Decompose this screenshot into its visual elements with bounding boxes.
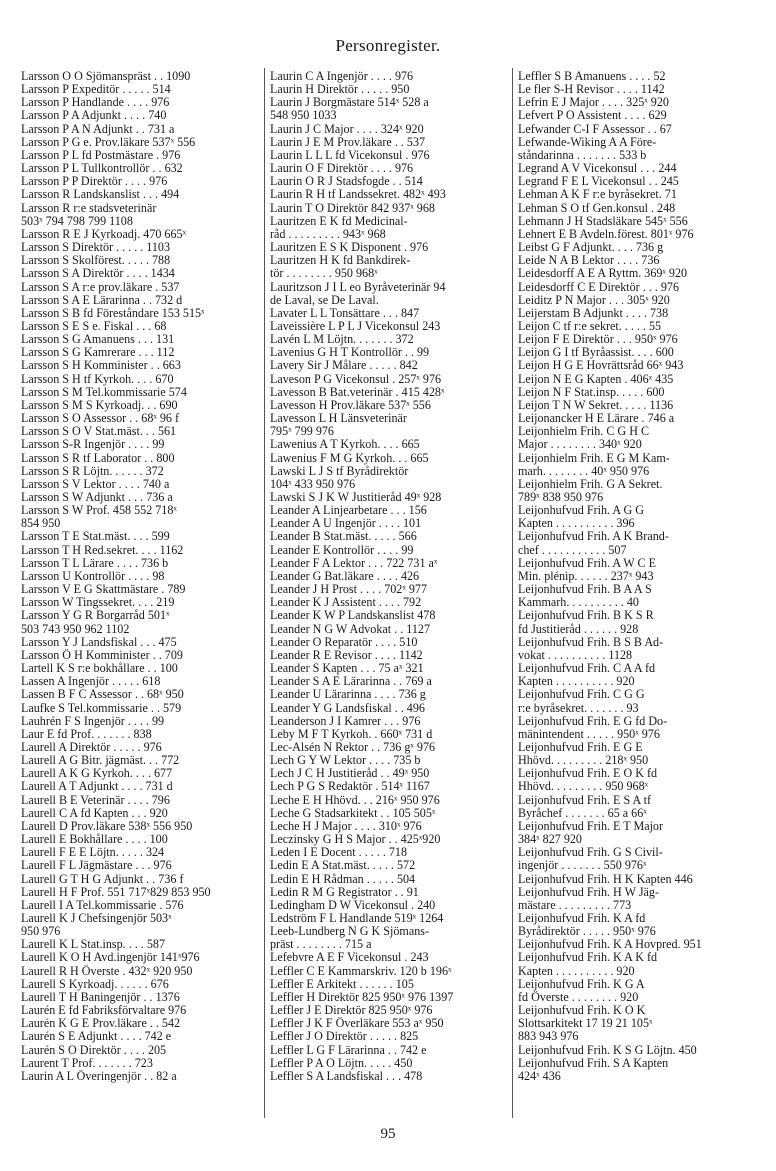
register-entry: Lavesson H Prov.läkare 537ˣ 556 — [270, 398, 431, 412]
register-entry: Larsson P P Direktör . . . . 976 — [21, 175, 168, 189]
register-entry: Leffler S B Amanuens . . . . 52 — [518, 70, 666, 83]
register-entry: Lehman S O tf Gen.konsul . 248 — [518, 201, 676, 215]
register-entry: Leijonhufvud Frih. E G fd Do- — [518, 714, 668, 728]
register-entry: Larsson S M Tel.kommissarie 574 — [21, 385, 187, 399]
register-entry: Kapten . . . . . . . . . . 920 — [518, 675, 635, 689]
register-entry: Larsson Y J Landsfiskal . . . 475 — [21, 635, 177, 649]
register-entry: Larsson S A Direktör . . . . 1434 — [21, 267, 175, 281]
register-entry: Byråchef . . . . . . . 65 a 66ˣ — [518, 806, 647, 820]
register-entry: Larsson S A r:e prov.läkare . 537 — [21, 280, 180, 294]
register-entry: Leijonancker H E Lärare . 746 a — [518, 412, 675, 426]
register-entry: Laurell S Kyrkoadj. . . . . . 676 — [21, 977, 169, 991]
register-entry: Laurin O R J Stadsfogde . . 514 — [270, 175, 423, 189]
register-entry: mästare . . . . . . . . . 773 — [518, 898, 632, 912]
register-entry: Leander R E Revisor . . . . 1142 — [270, 648, 423, 662]
register-entry: 424ˣ 436 — [518, 1069, 561, 1083]
register-entry: Leander J H Prost . . . . 702ˣ 977 — [270, 583, 428, 597]
register-entry: Larsson S O Assessor . . 68ˣ 96 f — [21, 412, 180, 426]
register-entry: 548 950 1033 — [270, 109, 337, 123]
register-entry: Kammarh. . . . . . . . . . 40 — [518, 596, 639, 610]
register-entry: Leander O Reparatör . . . . 510 — [270, 635, 418, 649]
register-entry: Leijonhufvud Frih. B S B Ad- — [518, 635, 664, 649]
register-entry: Leander A U Ingenjör . . . . 101 — [270, 517, 422, 531]
register-entry: Lefrin E J Major . . . . 325ˣ 920 — [518, 96, 669, 110]
register-entry: Leczinsky G H S Major . . 425ˣ920 — [270, 833, 441, 847]
register-entry: 795ˣ 799 976 — [270, 425, 334, 439]
register-entry: Larsson P Expeditör . . . . . 514 — [21, 83, 171, 97]
register-entry: Laurell D Prov.läkare 538ˣ 556 950 — [21, 819, 193, 833]
register-entry: Larsson R Landskanslist . . . 494 — [21, 188, 180, 202]
register-entry: Leijon H G E Hovrättsråd 66ˣ 943 — [518, 359, 684, 373]
register-entry: Larsson S H Komminister . . 663 — [21, 359, 181, 373]
register-entry: Min. plénip. . . . . . 237ˣ 943 — [518, 569, 654, 583]
register-entry: Lawski L J S tf Byrådirektör — [270, 464, 409, 478]
register-entry: Major . . . . . . . . 340ˣ 920 — [518, 438, 642, 452]
register-entry: Leijonhufvud Frih. E T Major — [518, 819, 664, 833]
register-entry: Leffler J E Direktör 825 950ˣ 976 — [270, 1004, 433, 1018]
register-entry: Leander K W P Landskanslist 478 — [270, 609, 436, 623]
register-entry: Leander S Kapten . . . 75 aˣ 321 — [270, 662, 424, 676]
register-entry: Lawenius A T Kyrkoh. . . . 665 — [270, 438, 420, 452]
register-entry: Lehman A K F r:e byråsekret. 71 — [518, 188, 677, 202]
register-entry: Lech J C H Justitieråd . . 49ˣ 950 — [270, 767, 430, 781]
register-entry: Leander U Lärarinna . . . . 736 g — [270, 688, 426, 702]
register-entry: Larsson R E J Kyrkoadj. 470 665ˣ — [21, 227, 187, 241]
register-entry: 854 950 — [21, 517, 61, 531]
register-entry: Lauhrén F S Ingenjör . . . . 99 — [21, 714, 165, 728]
register-entry: 104ˣ 433 950 976 — [270, 477, 356, 491]
register-entry: Leander N G W Advokat . . 1127 — [270, 622, 430, 636]
register-entry: Larsson Y G R Borgarråd 501ˣ — [21, 609, 170, 623]
register-entry: Laveissière L P L J Vicekonsul 243 — [270, 319, 441, 333]
register-entry: Ledingham D W Vicekonsul . 240 — [270, 898, 436, 912]
register-entry: Leche H J Major . . . . 310ˣ 976 — [270, 819, 422, 833]
register-entry: Leche E H Hhövd. . . 216ˣ 950 976 — [270, 793, 440, 807]
register-entry: Laurell K J Chefsingenjör 503ˣ — [21, 912, 172, 925]
register-entry: Lavesson L H Länsveterinär — [270, 412, 407, 426]
register-entry: Leijonhufvud Frih. C A A fd — [518, 662, 656, 676]
register-entry: Laurell A T Adjunkt . . . . 731 d — [21, 780, 173, 794]
register-entry: tör . . . . . . . . 950 968ˣ — [270, 267, 378, 281]
register-entry: Leijonhufvud Frih. H K Kapten 446 — [518, 872, 693, 886]
register-entry: Laur E fd Prof. . . . . . . 838 — [21, 727, 152, 741]
register-entry: Hhövd. . . . . . . . . 218ˣ 950 — [518, 754, 649, 768]
register-entry: Leijonhielm Frih. C G H C — [518, 425, 650, 439]
page-number: 95 — [380, 1126, 396, 1142]
register-entry: Leijonhufvud Frih. E S A tf — [518, 793, 652, 807]
register-entry: Larsson V E G Skattmästare . 789 — [21, 583, 186, 597]
register-entry: Larsson S G Amanuens . . . 131 — [21, 333, 175, 347]
register-entry: Leijonhufvud Frih. A W C E — [518, 556, 656, 570]
register-entry: fd Överste . . . . . . . . 920 — [518, 990, 639, 1004]
register-entry: 384ˣ 827 920 — [518, 833, 582, 847]
register-entry: Larsson S O V Stat.mäst. . . 561 — [21, 425, 177, 439]
register-entry: Laurén S O Direktör . . . . 205 — [21, 1043, 167, 1057]
register-entry: Laurell F E E Löjtn. . . . . 324 — [21, 846, 165, 860]
register-entry: Laurell A Direktör . . . . . 976 — [21, 740, 162, 754]
page-title: Personregister. — [335, 36, 441, 55]
register-entry: Leffler C E Kammarskriv. 120 b 196ˣ — [270, 964, 452, 978]
register-entry: Ledström F L Handlande 519ˣ 1264 — [270, 912, 444, 925]
register-entry: Leibst G F Adjunkt. . . . 736 g — [518, 241, 664, 255]
register-entry: råd . . . . . . . . . 943ˣ 968 — [270, 227, 386, 241]
register-entry: Leijonhufvud Frih. K A fd — [518, 912, 646, 925]
register-entry: Larsson S G Kamrerare . . . 112 — [21, 346, 175, 360]
register-entry: Larsson S A E Lärarinna . . 732 d — [21, 293, 183, 307]
register-entry: Larsson P Handlande . . . . 976 — [21, 96, 170, 110]
register-entry: fd Justitieråd . . . . . . 928 — [518, 622, 639, 636]
register-entry: Laurell E Bokhållare . . . . 100 — [21, 833, 168, 847]
register-entry: Lech G Y W Lektor . . . . 735 b — [270, 754, 421, 768]
register-entry: Lefebvre A E F Vicekonsul . 243 — [270, 951, 429, 965]
register-entry: Leiditz P N Major . . . 305ˣ 920 — [518, 293, 670, 307]
register-entry: Larsson P L Tullkontrollör . . 632 — [21, 162, 183, 176]
register-column-3 — [512, 68, 760, 1118]
register-entry: Larsson P A Adjunkt . . . . 740 — [21, 109, 167, 123]
register-entry: Laurell I A Tel.kommissarie . 576 — [21, 898, 184, 912]
register-entry: Leijonhufvud Frih. B K S R — [518, 609, 654, 623]
register-entry: Leffler J K F Överläkare 553 aˣ 950 — [270, 1017, 444, 1031]
register-entry: Lartell K S r:e bokhållare . . 100 — [21, 662, 178, 676]
register-entry: Lefwande-Wiking A A Före- — [518, 135, 657, 149]
register-column-1 — [16, 68, 264, 1118]
register-entry: Leander A Linjearbetare . . . 156 — [270, 504, 427, 518]
register-entry: Larsson S Skolförest. . . . . 788 — [21, 254, 171, 268]
register-entry: Leijerstam B Adjunkt . . . . 738 — [518, 306, 669, 320]
register-entry: Kapten . . . . . . . . . . 920 — [518, 964, 635, 978]
register-entry: Leijonhielm Frih. E G M Kam- — [518, 451, 670, 465]
register-entry: Lec-Alsén N Rektor . . 736 gˣ 976 — [270, 740, 436, 754]
register-entry: Leffler S A Landsfiskal . . . 478 — [270, 1069, 423, 1083]
register-entry: Leffler E Arkitekt . . . . . . 105 — [270, 977, 414, 991]
register-entry: Leijonhufvud Frih. E O K fd — [518, 767, 658, 781]
register-entry: Larsson S M S Kyrkoadj. . . 690 — [21, 398, 178, 412]
register-entry: Leijonhufvud Frih. K S G Löjtn. 450 — [518, 1043, 697, 1057]
register-entry: Leidesdorff C E Direktör . . . 976 — [518, 280, 679, 294]
register-entry: Larsson P G e. Prov.läkare 537ˣ 556 — [21, 135, 196, 149]
register-entry: Leander Y G Landsfiskal . . 496 — [270, 701, 425, 715]
register-entry: 883 943 976 — [518, 1030, 579, 1044]
register-entry: Leijonhielm Frih. G A Sekret. — [518, 477, 663, 491]
register-column-2 — [264, 68, 512, 1118]
register-entry: Laurell C A fd Kapten . . . 920 — [21, 806, 168, 820]
register-entry: Leby M F T Kyrkoh. . 660ˣ 731 d — [270, 727, 433, 741]
register-entry: Laurén K G E Prov.läkare . . 542 — [21, 1017, 181, 1031]
register-entry: Lehmann J H Stadsläkare 545ˣ 556 — [518, 214, 688, 228]
register-entry: Leijonhufvud Frih. B A A S — [518, 583, 652, 597]
register-entry: Laurell T H Baningenjör . . 1376 — [21, 990, 180, 1004]
register-entry: Legrand F E L Vicekonsul . . 245 — [518, 175, 679, 189]
register-entry: Laurin J C Major . . . . 324ˣ 920 — [270, 122, 424, 136]
register-entry: Laurell A G Bitr. jägmäst. . . 772 — [21, 754, 180, 768]
register-entry: Lavesson B Bat.veterinär . 415 428ˣ — [270, 385, 445, 399]
register-entry: Lassen A Ingenjör . . . . . 618 — [21, 675, 161, 689]
register-entry: Larsson T H Red.sekret. . . . 1162 — [21, 543, 184, 557]
register-entry: Lawski S J K W Justitieråd 49ˣ 928 — [270, 491, 442, 504]
register-entry: Larsson S-R Ingenjör . . . . 99 — [21, 438, 165, 452]
register-entry: Lefvert P O Assistent . . . . 629 — [518, 109, 667, 123]
register-entry: Leeb-Lundberg N G K Sjömans- — [270, 925, 429, 939]
register-entry: Leijonhufvud Frih. K O K — [518, 1004, 646, 1018]
register-entry: Larsson P L fd Postmästare . 976 — [21, 148, 181, 162]
register-entry: Lauritzen E K fd Medicinal- — [270, 214, 408, 228]
register-entry: Slottsarkitekt 17 19 21 105ˣ — [518, 1017, 653, 1031]
register-entry: 950 976 — [21, 925, 61, 939]
register-entry: Lassen B F C Assessor . . 68ˣ 950 — [21, 688, 184, 702]
register-entry: Leidesdorff A E A Ryttm. 369ˣ 920 — [518, 267, 688, 281]
register-entry: Laurin R H tf Landssekret. 482ˣ 493 — [270, 188, 446, 202]
register-entry: Larsson R r:e stadsveterinär — [21, 201, 157, 215]
register-entry: Leijonhufvud Frih. C G G — [518, 688, 645, 702]
register-entry: Lauritzen H K fd Bankdirek- — [270, 254, 411, 268]
register-entry: de Laval, se De Laval. — [270, 293, 379, 307]
register-entry: Leander B Stat.mäst. . . . . 566 — [270, 530, 417, 544]
register-entry: Leijonhufvud Frih. H W Jäg- — [518, 885, 659, 899]
register-entry: Lawenius F M G Kyrkoh. . . 665 — [270, 451, 429, 465]
register-entry: Laurin J E M Prov.läkare . . 537 — [270, 135, 426, 149]
register-entry: Laurin C A Ingenjör . . . . 976 — [270, 70, 414, 83]
register-entry: Larsson O O Sjömanspräst . . 1090 — [21, 70, 191, 83]
register-entry: Hhövd. . . . . . . . . 950 968ˣ — [518, 780, 649, 794]
register-entry: Leffler H Direktör 825 950ˣ 976 1397 — [270, 990, 454, 1004]
register-entry: Laurell K O H Avd.ingenjör 141ˣ976 — [21, 951, 200, 965]
register-entry: Laurin J Borgmästare 514ˣ 528 a — [270, 96, 429, 110]
register-entry: Lavery Sir J Målare . . . . . 842 — [270, 359, 418, 373]
register-entry: Ledin E H Rådman . . . . . 504 — [270, 872, 416, 886]
register-entry: Leander F A Lektor . . . 722 731 aˣ — [270, 556, 438, 570]
register-columns — [16, 68, 760, 1118]
register-entry: Leijonhufvud Frih. G S Civil- — [518, 846, 663, 860]
register-entry: Larsson W Tingssekret. . . . 219 — [21, 596, 175, 610]
register-entry: Larsson S R tf Laborator . . 800 — [21, 451, 175, 465]
register-entry: Leijonhufvud Frih. K A K fd — [518, 951, 658, 965]
register-entry: Byrådirektör . . . . . 950ˣ 976 — [518, 925, 656, 939]
register-entry: Leffler J O Direktör . . . . . 825 — [270, 1030, 419, 1044]
register-entry: mänintendent . . . . . 950ˣ 976 — [518, 727, 660, 741]
register-entry: 503 743 950 962 1102 — [21, 622, 130, 636]
register-entry: Laurent T Prof. . . . . . . 723 — [21, 1056, 153, 1070]
register-entry: Leander E Kontrollör . . . . 99 — [270, 543, 414, 557]
register-entry: Larsson S Direktör . . . . . 1103 — [21, 241, 171, 255]
register-entry: r:e byråsekret. . . . . . . 93 — [518, 701, 639, 715]
register-entry: Kapten . . . . . . . . . . 396 — [518, 517, 635, 531]
register-entry: Leche G Stadsarkitekt . . 105 505ˣ — [270, 806, 436, 820]
register-entry: Leijon T N W Sekret. . . . . 1136 — [518, 398, 674, 412]
register-entry: Leijon N E G Kapten . 406ˣ 435 — [518, 372, 674, 386]
register-entry: Lehnert E B Avdeln.förest. 801ˣ 976 — [518, 227, 694, 241]
register-entry: Lavén L M Löjtn. . . . . . . 372 — [270, 333, 414, 347]
register-entry: Laurin T O Direktör 842 937ˣ 968 — [270, 201, 435, 215]
register-entry: Laurell B E Veterinär . . . . 796 — [21, 793, 170, 807]
register-entry: Lavater L L Tonsättare . . . 847 — [270, 306, 420, 320]
register-entry: ingenjör . . . . . . . 550 976ˣ — [518, 859, 647, 873]
register-entry: marh. . . . . . . . 40ˣ 950 976 — [518, 464, 650, 478]
register-entry: Le fler S-H Revisor . . . . 1142 — [518, 83, 665, 97]
register-entry: Leffler L G F Lärarinna . . 742 e — [270, 1043, 427, 1057]
register-entry: chef . . . . . . . . . . . 507 — [518, 543, 627, 557]
register-entry: Lefwander C-I F Assessor . . 67 — [518, 122, 672, 136]
register-entry: 503ˣ 794 798 799 1108 — [21, 214, 133, 228]
register-entry: Laurin O F Direktör . . . . 976 — [270, 162, 414, 176]
register-entry: Leander K J Assistent . . . . 792 — [270, 596, 422, 610]
register-entry: Leander G Bat.läkare . . . . 426 — [270, 569, 420, 583]
register-entry: Larsson P A N Adjunkt . . 731 a — [21, 122, 175, 136]
register-entry: Laurell G T H G Adjunkt . . 736 f — [21, 872, 184, 886]
register-entry: Larsson S E S e. Fiskal . . . 68 — [21, 319, 167, 333]
register-entry: Leijonhufvud Frih. A G G — [518, 504, 644, 518]
register-entry: Larsson S W Prof. 458 552 718ˣ — [21, 504, 177, 518]
register-entry: Laurin A L Överingenjör . . 82 a — [21, 1069, 177, 1083]
register-entry: Larsson S H tf Kyrkoh. . . . 670 — [21, 372, 174, 386]
register-entry: Lauritzson J I L eo Byråveterinär 94 — [270, 280, 446, 294]
register-entry: Laurell R H Överste . 432ˣ 920 950 — [21, 964, 193, 978]
register-entry: Leijonhufvud Frih. K A Hovpred. 951 — [518, 938, 702, 952]
register-entry: Laurin H Direktör . . . . . 950 — [270, 83, 410, 97]
register-entry: Lavenius G H T Kontrollör . . 99 — [270, 346, 430, 360]
register-entry: Larsson T E Stat.mäst. . . . 599 — [21, 530, 170, 544]
register-entry: Leijon C tf r:e sekret. . . . . 55 — [518, 319, 662, 333]
register-entry: Leander S A E Lärarinna . . 769 a — [270, 675, 432, 689]
register-entry: Leijonhufvud Frih. E G E — [518, 740, 643, 754]
register-entry: Laufke S Tel.kommissarie . . 579 — [21, 701, 182, 715]
register-entry: Larsson S R Löjtn. . . . . . 372 — [21, 464, 164, 478]
register-entry: Leijonhufvud Frih. A K Brand- — [518, 530, 669, 544]
register-entry: präst . . . . . . . . 715 a — [270, 938, 372, 952]
register-entry: Leide N A B Lektor . . . . 736 — [518, 254, 660, 268]
register-entry: Leanderson J I Kamrer . . . 976 — [270, 714, 421, 728]
register-entry: Laurell F L Jägmästare . . . 976 — [21, 859, 172, 873]
register-entry: Laurell A K G Kyrkoh. . . . 677 — [21, 767, 173, 781]
register-entry: Leijon G I tf Byråassist. . . . 600 — [518, 346, 674, 360]
register-entry: Laurén S E Adjunkt . . . . 742 e — [21, 1030, 172, 1044]
register-entry: Lauritzen E S K Disponent . 976 — [270, 241, 429, 255]
register-entry: Legrand A V Vicekonsul . . . 244 — [518, 162, 677, 176]
register-entry: Lech P G S Redaktör . 514ˣ 1167 — [270, 780, 430, 794]
register-entry: Ledin R M G Registrator . . 91 — [270, 885, 419, 899]
register-entry: Ledin E A Stat.mäst. . . . . 572 — [270, 859, 416, 873]
register-entry: Larsson T L Lärare . . . . 736 b — [21, 556, 169, 570]
register-entry: Larsson S W Adjunkt . . . 736 a — [21, 491, 173, 504]
register-entry: Larsson S V Lektor . . . . 740 a — [21, 477, 170, 491]
register-entry: Larsson U Kontrollör . . . . 98 — [21, 569, 165, 583]
register-entry: Leffler P A O Löjtn. . . . . 450 — [270, 1056, 413, 1070]
register-entry: Laurén E fd Fabriksförvaltare 976 — [21, 1004, 187, 1018]
register-entry: Laurell K L Stat.insp. . . . 587 — [21, 938, 165, 952]
register-entry: 789ˣ 838 950 976 — [518, 491, 604, 504]
register-entry: Larsson S B fd Föreståndare 153 515ˣ — [21, 306, 205, 320]
register-entry: Leijon F E Direktör . . . 950ˣ 976 — [518, 333, 678, 347]
register-entry: ståndarinna . . . . . . . 533 b — [518, 148, 647, 162]
register-entry: Larsson Ö H Komminister . . 709 — [21, 648, 183, 662]
register-entry: Leijonhufvud Frih. S A Kapten — [518, 1056, 669, 1070]
register-entry: Leden I E Docent . . . . . 718 — [270, 846, 408, 860]
register-entry: Leijon N F Stat.insp. . . . . 600 — [518, 385, 665, 399]
register-entry: vokat . . . . . . . . . . 1128 — [518, 648, 633, 662]
register-entry: Laurin L L L fd Vicekonsul . 976 — [270, 148, 430, 162]
register-entry: Laurell H F Prof. 551 717ˣ829 853 950 — [21, 885, 211, 899]
register-entry: Laveson P G Vicekonsul . 257ˣ 976 — [270, 372, 442, 386]
register-entry: Leijonhufvud Frih. K G A — [518, 977, 645, 991]
